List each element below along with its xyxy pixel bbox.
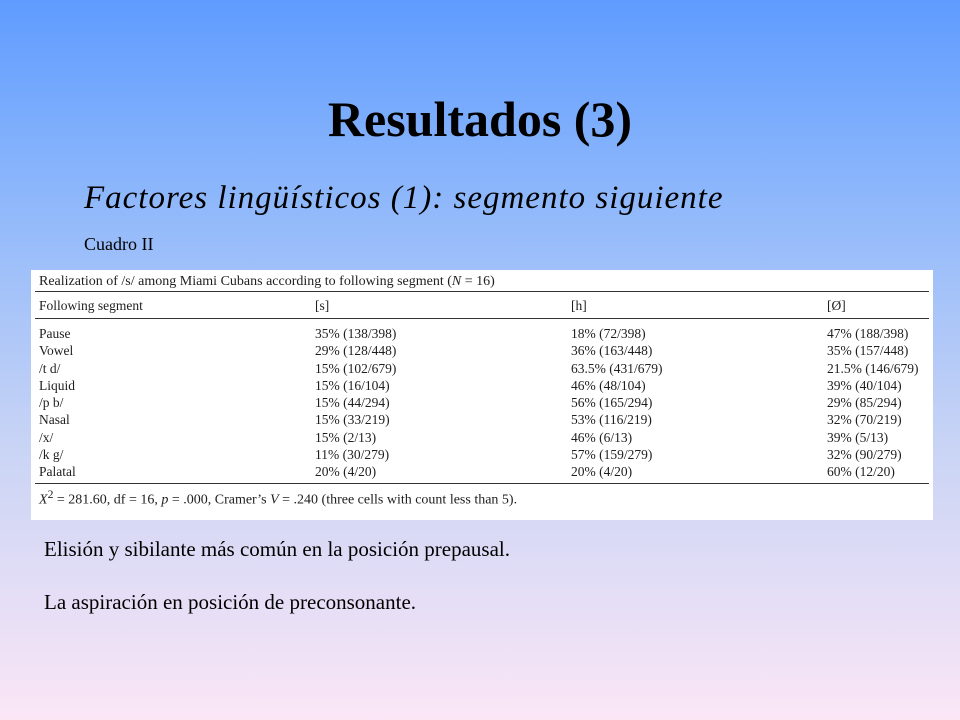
- footnote-part3: = .240 (three cells with count less than 5).: [278, 492, 518, 508]
- cell-h: 56% (165/294): [571, 395, 653, 411]
- cell-segment: Palatal: [39, 464, 76, 480]
- table-row: [35, 377, 929, 394]
- footnote-part1: = 281.60, df = 16,: [53, 492, 162, 508]
- cell-s: 29% (128/448): [315, 343, 397, 359]
- slide-subtitle: Factores lingüísticos (1): segmento siguiente: [84, 180, 724, 216]
- cell-h: 46% (6/13): [571, 429, 633, 445]
- table-row: [35, 394, 929, 411]
- cell-h: 53% (116/219): [571, 412, 652, 428]
- note-aspiration: La aspiración en posición de preconsonante.: [44, 590, 417, 614]
- table-label: Cuadro II: [84, 234, 154, 254]
- cell-s: 15% (102/679): [315, 360, 397, 376]
- note-elision: Elisión y sibilante más común en la posición prepausal.: [44, 537, 510, 561]
- table-header-row: [35, 292, 929, 319]
- cell-h: 20% (4/20): [571, 464, 633, 480]
- cell-zero: 39% (40/104): [827, 377, 902, 393]
- cell-zero: 35% (157/448): [827, 343, 909, 359]
- header-h: [h]: [571, 298, 587, 313]
- cell-zero: 47% (188/398): [827, 326, 909, 341]
- table-row: [35, 325, 929, 342]
- cell-segment: /x/: [39, 429, 54, 445]
- table-row: [35, 429, 929, 446]
- cell-zero: 39% (5/13): [827, 429, 889, 445]
- table-caption-text: Realization of /s/ among Miami Cubans according to following segment (: [39, 274, 452, 289]
- table-caption-end: = 16): [461, 274, 495, 289]
- cell-zero: 32% (70/219): [827, 412, 902, 428]
- cell-segment: Vowel: [39, 343, 74, 359]
- cell-s: 11% (30/279): [315, 447, 390, 463]
- cell-zero: 32% (90/279): [827, 447, 902, 463]
- cell-s: 20% (4/20): [315, 464, 377, 480]
- footnote-v: V: [270, 492, 279, 508]
- cell-segment: /t d/: [39, 360, 61, 376]
- cell-s: 35% (138/398): [315, 326, 397, 341]
- cell-segment: Nasal: [39, 412, 70, 428]
- cell-zero: 21.5% (146/679): [827, 360, 919, 376]
- table-row: [35, 463, 929, 480]
- cell-h: 63.5% (431/679): [571, 360, 663, 376]
- table-row: [35, 446, 929, 463]
- table-caption: [35, 270, 929, 292]
- footnote-chi: X: [39, 492, 48, 508]
- cell-segment: Liquid: [39, 377, 75, 393]
- cell-segment: /p b/: [39, 395, 64, 411]
- footnote-p: p: [161, 492, 169, 508]
- footnote-sup: 2: [47, 487, 54, 501]
- cell-h: 57% (159/279): [571, 447, 653, 463]
- cell-segment: Pause: [39, 326, 71, 341]
- cell-h: 36% (163/448): [571, 343, 653, 359]
- slide-title: Resultados (3): [327, 91, 633, 147]
- table-body: [35, 319, 929, 484]
- table-row: [35, 411, 929, 428]
- cell-s: 15% (33/219): [315, 412, 390, 428]
- table-caption-n: N: [451, 274, 462, 289]
- table-row: [35, 360, 929, 377]
- table-footnote: [35, 484, 929, 510]
- cell-s: 15% (2/13): [315, 429, 377, 445]
- data-table: [31, 270, 933, 520]
- cell-h: 18% (72/398): [571, 326, 646, 341]
- table-row: [35, 342, 929, 359]
- header-s: [s]: [315, 298, 330, 313]
- cell-zero: 29% (85/294): [827, 395, 902, 411]
- cell-h: 46% (48/104): [571, 377, 646, 393]
- footnote-part2: = .000, Cramer’s: [168, 492, 271, 508]
- cell-zero: 60% (12/20): [827, 464, 895, 480]
- header-following-segment: Following segment: [39, 298, 143, 313]
- cell-segment: /k g/: [39, 447, 64, 463]
- header-zero: [Ø]: [827, 298, 846, 313]
- cell-s: 15% (44/294): [315, 395, 390, 411]
- cell-s: 15% (16/104): [315, 377, 390, 393]
